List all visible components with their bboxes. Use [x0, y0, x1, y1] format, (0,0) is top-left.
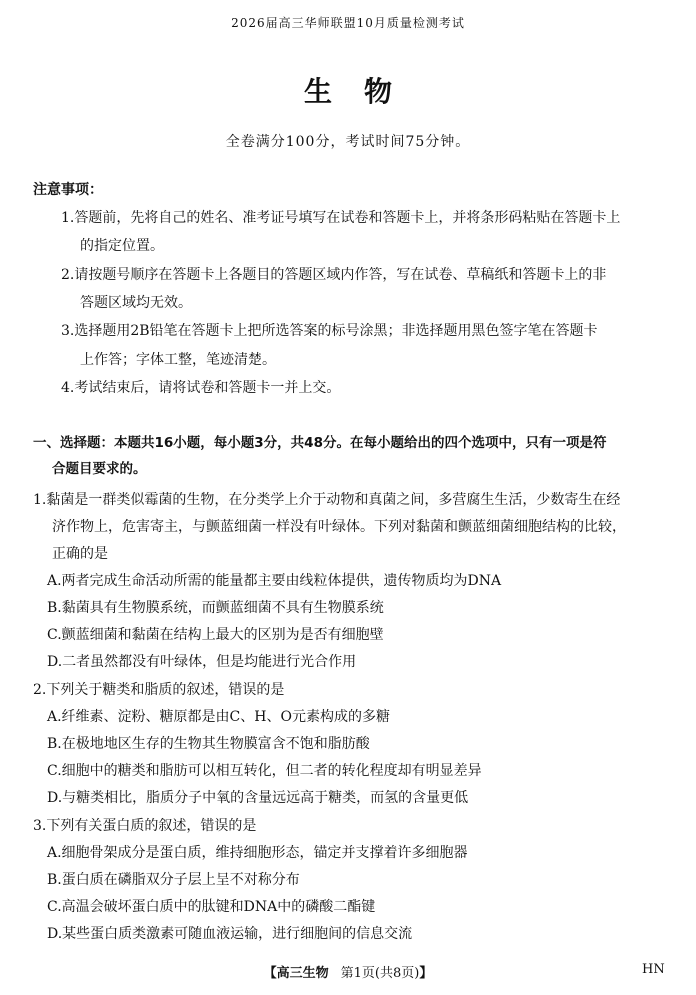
question-1-stem: 济作物上，危害寄主，与颤蓝细菌一样没有叶绿体。下列对黏菌和颤蓝细菌细胞结构的比较，: [52, 519, 626, 535]
subject-title: 生物: [303, 75, 424, 108]
footer-page-number: 第1页(共8页): [340, 966, 420, 981]
question-1-option-b: B.黏菌具有生物膜系统，而颤蓝细菌不具有生物膜系统: [47, 600, 384, 616]
question-1-option-c: C.颤蓝细菌和黏菌在结构上最大的区别为是否有细胞壁: [47, 627, 384, 643]
question-3-option-b: B.蛋白质在磷脂双分子层上呈不对称分布: [47, 872, 300, 888]
footer-region-code: HN: [642, 962, 665, 977]
notice-line: 上作答；字体工整，笔迹清楚。: [80, 352, 276, 368]
section-heading-cont: 合题目要求的。: [52, 461, 147, 477]
notice-line: 4.考试结束后，请将试卷和答题卡一并上交。: [61, 380, 341, 396]
exam-title: 2026届高三华师联盟10月质量检测考试: [231, 16, 465, 30]
notice-line: 答题区域均无效。: [80, 295, 192, 311]
question-3-option-c: C.高温会破坏蛋白质中的肽键和DNA中的磷酸二酯键: [47, 899, 376, 915]
question-2-option-d: D.与糖类相比，脂质分子中氧的含量远远高于糖类，而氢的含量更低: [47, 790, 469, 806]
notice-heading: 注意事项：: [33, 182, 103, 198]
page-footer: [0, 962, 696, 981]
question-3-stem: 3.下列有关蛋白质的叙述，错误的是: [33, 818, 257, 834]
notice-line: 3.选择题用2B铅笔在答题卡上把所选答案的标号涂黑；非选择题用黑色签字笔在答题卡: [61, 323, 598, 339]
question-3-option-a: A.细胞骨架成分是蛋白质，维持细胞形态，锚定并支撑着许多细胞器: [47, 845, 468, 861]
footer-right-bracket: 】: [419, 966, 433, 981]
question-3-option-d: D.某些蛋白质类激素可随血液运输，进行细胞间的信息交流: [47, 926, 413, 942]
exam-info: 全卷满分100分，考试时间75分钟。: [225, 134, 471, 150]
question-1-option-a: A.两者完成生命活动所需的能量都主要由线粒体提供，遗传物质均为DNA: [47, 573, 502, 589]
notice-line: 1.答题前，先将自己的姓名、准考证号填写在试卷和答题卡上，并将条形码粘贴在答题卡上: [61, 210, 621, 226]
notice-line: 2.请按题号顺序在答题卡上各题目的答题区域内作答，写在试卷、草稿纸和答题卡上的非: [61, 267, 607, 283]
question-1-option-d: D.二者虽然都没有叶绿体，但是均能进行光合作用: [47, 654, 357, 670]
notice-line: 的指定位置。: [80, 238, 164, 254]
question-2-option-b: B.在极地地区生存的生物其生物膜富含不饱和脂肪酸: [47, 736, 370, 752]
footer-left-bracket: 【: [263, 966, 277, 981]
section-heading: 一、选择题：本题共16小题，每小题3分，共48分。在每小题给出的四个选项中，只有一项是符: [33, 435, 607, 451]
footer-course: 高三生物: [276, 966, 329, 981]
question-2-stem: 2.下列关于糖类和脂质的叙述，错误的是: [33, 682, 285, 698]
question-2-option-c: C.细胞中的糖类和脂肪可以相互转化，但二者的转化程度却有明显差异: [47, 763, 482, 779]
question-2-option-a: A.纤维素、淀粉、糖原都是由C、H、O元素构成的多糖: [47, 709, 390, 725]
question-1-stem: 1.黏菌是一群类似霉菌的生物，在分类学上介于动物和真菌之间，多营腐生生活，少数寄生在经: [33, 492, 621, 508]
question-1-stem: 正确的是: [52, 546, 108, 562]
